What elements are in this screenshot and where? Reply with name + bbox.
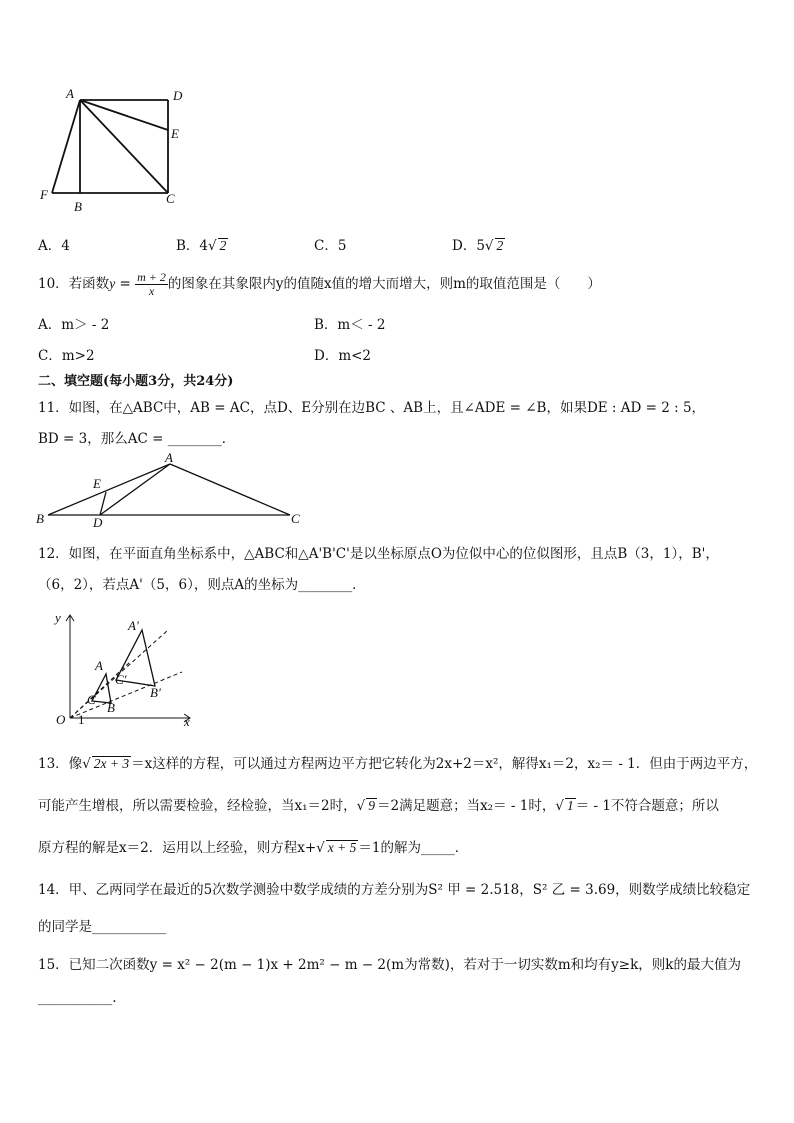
label-x-axis: x (184, 714, 190, 729)
label-B: B (74, 199, 82, 214)
q14-line2: 的同学是___________ (38, 919, 167, 935)
q10-option-d: D．m<2 (314, 348, 372, 364)
q13-line3: 原方程的解是x＝2．运用以上经验，则方程x+√ x + 5 ＝1的解为_____． (38, 840, 469, 856)
label-F: F (40, 187, 48, 202)
q10-option-a: A．m＞ - 2 (38, 317, 110, 333)
q12-line2: （6，2），若点A'（5，6），则点A的坐标为________． (38, 577, 366, 593)
segment-AC (170, 464, 290, 515)
label-tick-1: 1 (78, 712, 85, 727)
segment-AF (52, 100, 80, 193)
label-D: D (93, 515, 103, 530)
label-A: A (66, 86, 74, 101)
label-A2: A' (128, 618, 139, 633)
label-A: A (165, 450, 173, 465)
q11-line2: BD = 3，那么AC = ________． (38, 431, 236, 447)
figure-q11-triangle (0, 450, 794, 550)
segment-BA (48, 464, 170, 515)
label-C: C (166, 191, 175, 206)
q12-line1: 12．如图，在平面直角坐标系中，△ABC和△A'B'C'是以坐标原点O为位似中心的位似图形，且点B（3，1），B'， (38, 546, 719, 562)
q13-line1: 13．像√ 2x + 3 ＝x这样的方程，可以通过方程两边平方把它转化为2x+2＝x²，解得x₁＝2，x₂＝ - 1．但由于两边平方， (38, 756, 758, 772)
label-C2: C' (115, 672, 127, 687)
q9-option-b: B．4√ 2 (176, 238, 227, 254)
label-E: E (171, 126, 179, 141)
label-B: B (36, 511, 44, 526)
q15-line2: ___________. (38, 990, 117, 1006)
q10-option-c: C．m>2 (38, 348, 95, 364)
label-origin-O: O (56, 712, 66, 727)
q10-stem: 10．若函数y = $\frac{m + 2}{x}$ 的图象在其象限内y的值随x值的增大而增大，则m的取值范围是（ ） (38, 269, 601, 298)
q14-line1: 14．甲、乙两同学在最近的5次数学测验中数学成绩的方差分别为S² 甲 = 2.518，S² 乙 = 3.69，则数学成绩比较稳定 (38, 882, 751, 898)
segment-AC (80, 100, 168, 193)
label-C: C (291, 511, 300, 526)
label-A: A (95, 658, 103, 673)
q9-option-d: D．5√ 2 (452, 238, 504, 254)
label-B: B (107, 700, 115, 715)
section-title-fill-blank: 二、填空题(每小题3分，共24分) (38, 374, 234, 389)
fraction-m-plus-2-over-x: $\frac{m + 2}{x}$ (137, 269, 166, 298)
label-y-axis: y (55, 610, 61, 625)
figure-q9-square (0, 0, 794, 230)
label-B2: B' (150, 685, 161, 700)
q13-line2: 可能产生增根，所以需要检验，经检验，当x₁＝2时，√ 9 ＝2满足题意；当x₂＝ - 1时，√ 1 ＝ - 1不符合题意；所以 (38, 798, 719, 814)
label-E: E (93, 476, 101, 491)
label-D: D (173, 88, 183, 103)
q9-option-c: C．5 (314, 238, 347, 254)
figure-q12-coordinate-plane (0, 600, 794, 740)
label-C: C (87, 692, 96, 707)
q10-option-b: B．m＜ - 2 (314, 317, 386, 333)
q11-line1: 11．如图，在△ABC中，AB = AC，点D、E分别在边BC 、AB上，且∠ADE = ∠B，如果DE : AD = 2 : 5， (38, 400, 706, 416)
q9-option-a: A．4 (38, 238, 70, 254)
q15-line1: 15．已知二次函数y = x² − 2(m − 1)x + 2m² − m − 2(m为常数)，若对于一切实数m和均有y≥k，则k的最大值为 (38, 957, 741, 973)
